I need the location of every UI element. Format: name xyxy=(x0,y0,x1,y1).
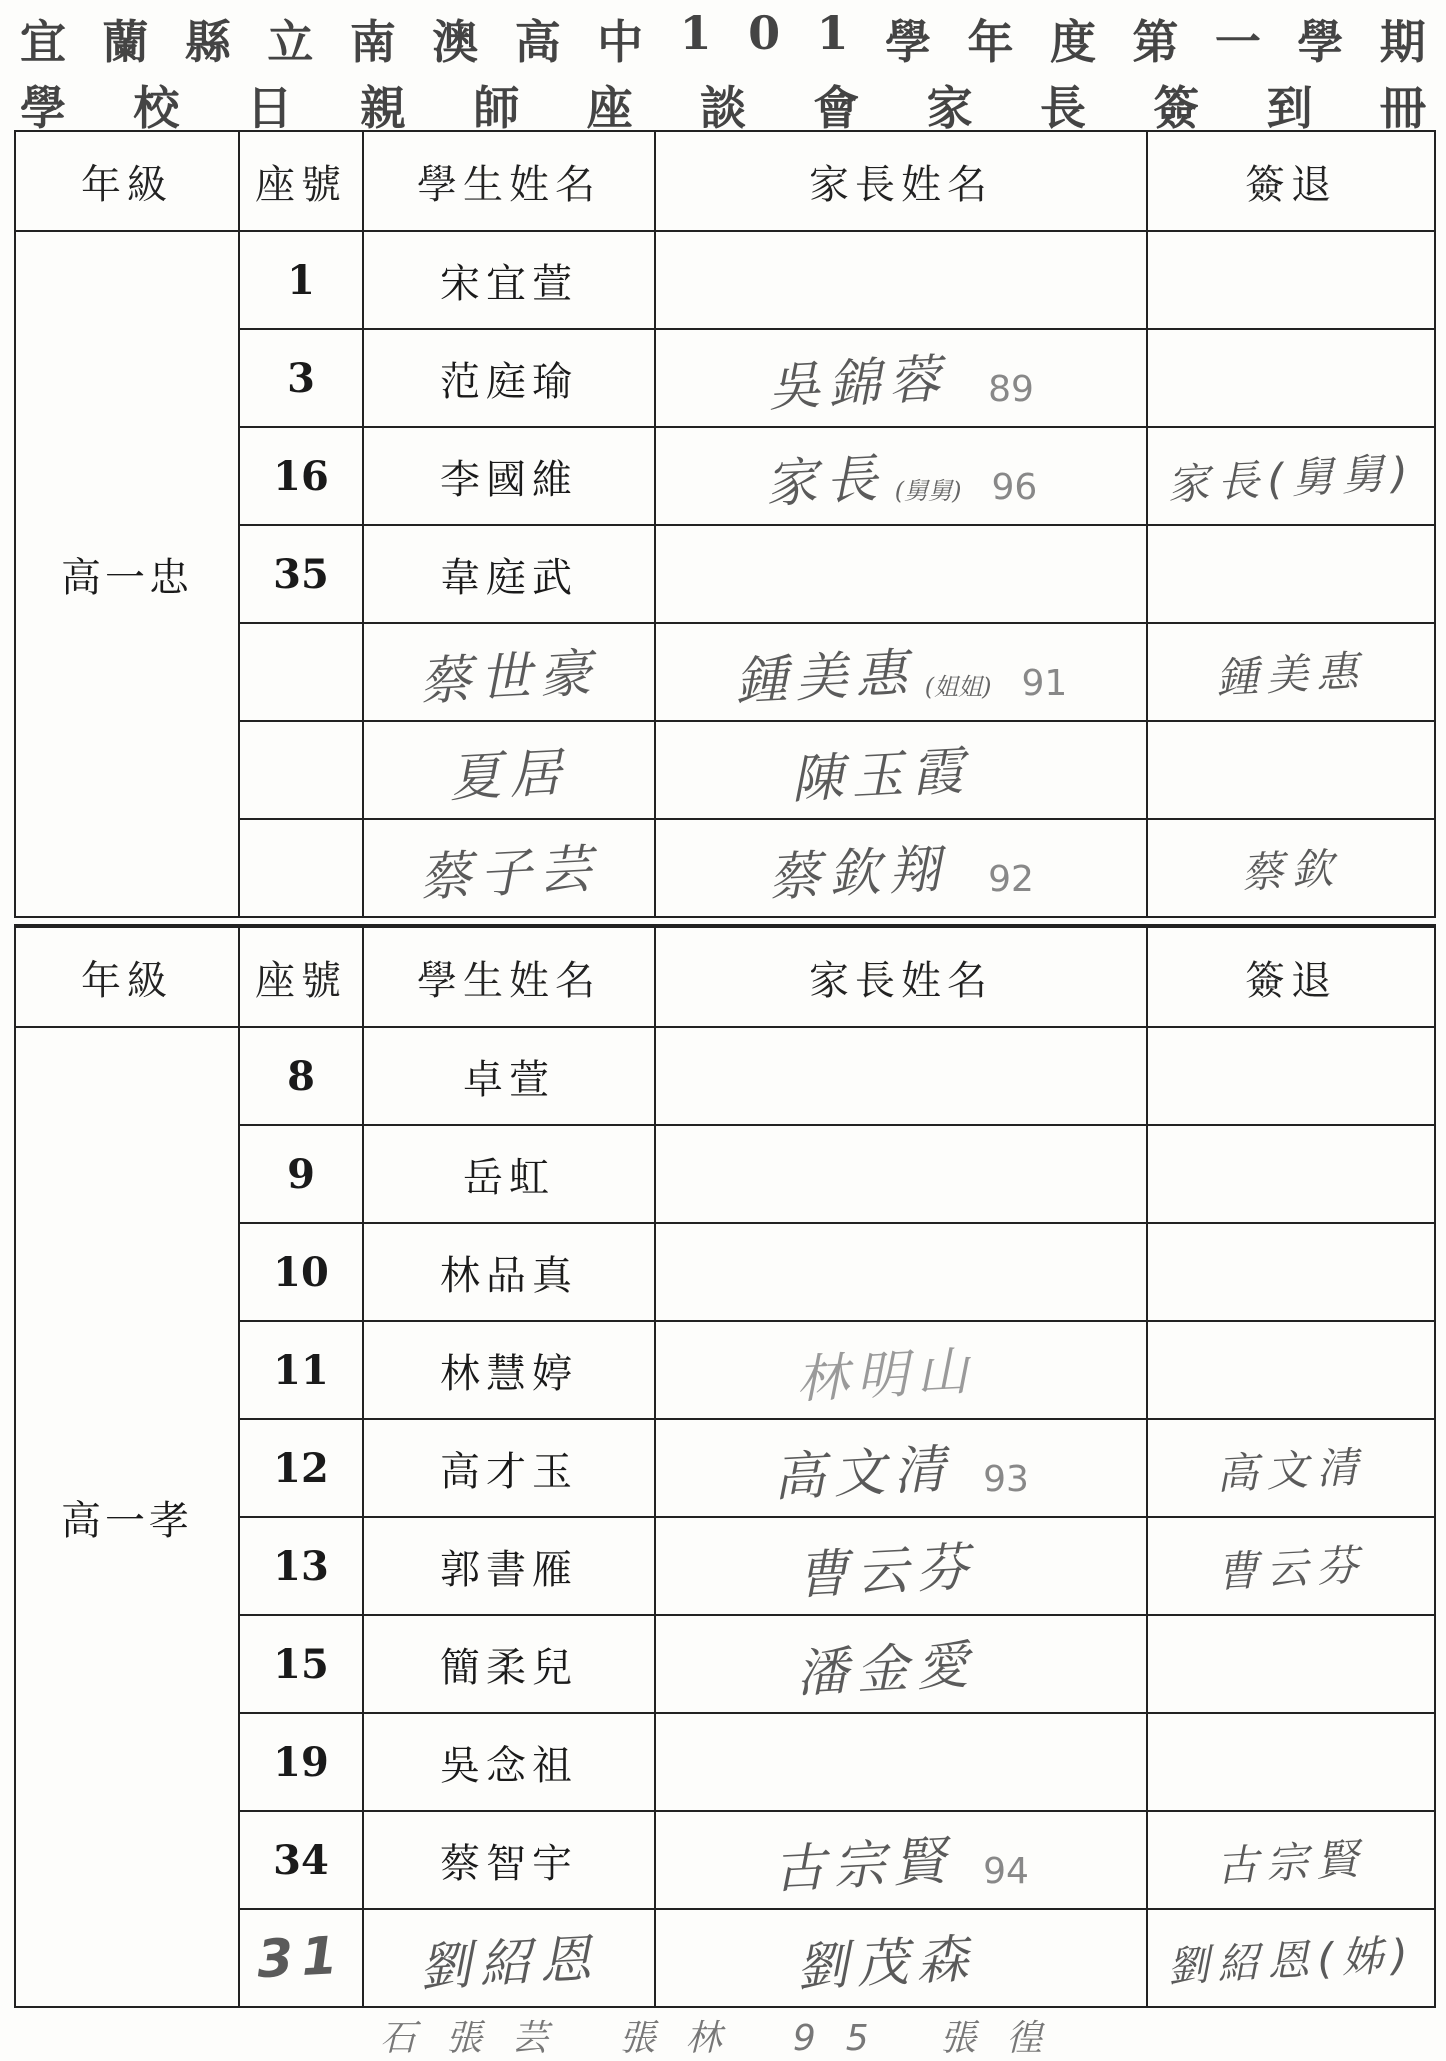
student-name-cell xyxy=(363,1027,655,1125)
parent-name-cell[interactable] xyxy=(655,721,1147,819)
section-2-table xyxy=(14,924,1436,2008)
header-parent: 家長姓名 xyxy=(655,926,1147,1027)
signout-signature: 家長(舅舅) xyxy=(1165,447,1417,510)
title-char: 日 xyxy=(246,81,293,135)
parent-name-cell[interactable] xyxy=(655,1517,1147,1615)
seat-cell xyxy=(239,1909,363,2007)
header-row xyxy=(15,131,1435,231)
student-name: 卓萱 xyxy=(463,1056,555,1103)
signout-cell[interactable] xyxy=(1147,329,1435,427)
parent-name-cell[interactable] xyxy=(655,1615,1147,1713)
signout-cell[interactable] xyxy=(1147,721,1435,819)
signout-cell[interactable] xyxy=(1147,1615,1435,1713)
seat-cell xyxy=(239,819,363,917)
seat-cell xyxy=(239,721,363,819)
seat-number: 16 xyxy=(273,452,329,500)
parent-signature: 高文清 xyxy=(771,1438,955,1509)
student-name: 蔡智宇 xyxy=(440,1840,578,1887)
parent-number-note: 94 xyxy=(983,1850,1029,1892)
title-char: 期 xyxy=(1379,15,1426,69)
header-grade: 年級 xyxy=(15,926,239,1027)
student-name: 簡柔兒 xyxy=(440,1644,578,1691)
student-name-cell xyxy=(363,623,655,721)
parent-signature: 潘金愛 xyxy=(794,1634,978,1705)
title-char: 立 xyxy=(267,15,314,69)
seat-cell xyxy=(239,1615,363,1713)
header-row xyxy=(15,926,1435,1027)
parent-relation-note: (姐姐) xyxy=(924,672,992,701)
student-name: 蔡世豪 xyxy=(417,642,601,713)
student-name-cell xyxy=(363,231,655,329)
signout-cell[interactable] xyxy=(1147,1713,1435,1811)
student-name-cell xyxy=(363,1713,655,1811)
parent-name-cell[interactable] xyxy=(655,1419,1147,1517)
parent-signature: 吳錦蓉 xyxy=(766,348,950,419)
student-name: 劉紹恩 xyxy=(417,1928,601,1999)
signout-cell[interactable] xyxy=(1147,1223,1435,1321)
parent-number-note: 91 xyxy=(1021,662,1068,704)
seat-cell xyxy=(239,1321,363,1419)
title-char: 長 xyxy=(1039,81,1086,135)
title-char: 高 xyxy=(514,15,561,69)
parent-number-note: 93 xyxy=(983,1458,1029,1500)
student-name-cell xyxy=(363,1811,655,1909)
parent-signature: 蔡欽翔 xyxy=(766,838,950,909)
header-parent: 家長姓名 xyxy=(655,131,1147,231)
title-char: 校 xyxy=(133,81,180,135)
student-name-cell xyxy=(363,721,655,819)
signout-signature: 蔡欽 xyxy=(1239,843,1343,898)
signout-cell[interactable] xyxy=(1147,1909,1435,2007)
parent-signature: 劉茂森 xyxy=(794,1928,978,1999)
title-char: 親 xyxy=(359,81,406,135)
student-name-cell xyxy=(363,1517,655,1615)
student-name-cell xyxy=(363,1419,655,1517)
seat-cell xyxy=(239,1125,363,1223)
parent-signature: 陳玉霞 xyxy=(789,740,973,811)
seat-number: 8 xyxy=(287,1052,315,1100)
title-char: 1 xyxy=(679,6,712,60)
seat-number: 12 xyxy=(273,1444,329,1492)
title-char: 澳 xyxy=(432,15,479,69)
table-row xyxy=(15,1027,1435,1125)
title-char: 師 xyxy=(473,81,520,135)
parent-signature: 鍾美惠 xyxy=(733,642,917,713)
title-char: 談 xyxy=(699,81,746,135)
student-name: 林慧婷 xyxy=(440,1350,578,1397)
student-name: 夏居 xyxy=(447,742,571,809)
student-name-cell xyxy=(363,1125,655,1223)
header-signout: 簽退 xyxy=(1147,131,1435,231)
title-char: 蘭 xyxy=(102,15,149,69)
parent-signature: 曹云芬 xyxy=(794,1536,978,1607)
signout-cell[interactable] xyxy=(1147,623,1435,721)
student-name: 岳虹 xyxy=(463,1154,555,1201)
title-char: 宜 xyxy=(20,15,66,69)
seat-number: 35 xyxy=(273,550,329,598)
signout-signature: 劉紹恩(姊) xyxy=(1165,1929,1417,1992)
signout-cell[interactable] xyxy=(1147,1125,1435,1223)
signout-cell[interactable] xyxy=(1147,231,1435,329)
student-name-cell xyxy=(363,1615,655,1713)
parent-name-cell[interactable] xyxy=(655,819,1147,917)
title-char: 學 xyxy=(885,15,932,69)
student-name: 吳念祖 xyxy=(440,1742,578,1789)
title-char: 中 xyxy=(597,15,644,69)
student-name: 林品真 xyxy=(440,1252,578,1299)
parent-name-cell[interactable] xyxy=(655,1125,1147,1223)
signout-cell[interactable] xyxy=(1147,1419,1435,1517)
student-name: 韋庭武 xyxy=(440,554,578,601)
parent-name-cell[interactable] xyxy=(655,427,1147,525)
parent-name-cell[interactable] xyxy=(655,1811,1147,1909)
parent-relation-note: (舅舅) xyxy=(894,476,962,505)
signout-signature: 曹云芬 xyxy=(1214,1540,1368,1597)
parent-name-cell[interactable] xyxy=(655,1027,1147,1125)
student-name-cell xyxy=(363,1321,655,1419)
title-char: 家 xyxy=(926,81,973,135)
title-char: 學 xyxy=(1297,15,1344,69)
signout-cell[interactable] xyxy=(1147,1027,1435,1125)
seat-number: 9 xyxy=(287,1150,315,1198)
title-char: 南 xyxy=(349,15,396,69)
title-char: 簽 xyxy=(1153,81,1200,135)
signout-cell[interactable] xyxy=(1147,525,1435,623)
title-char: 縣 xyxy=(184,15,231,69)
student-name: 蔡子芸 xyxy=(417,838,601,909)
student-name: 郭書雁 xyxy=(440,1546,578,1593)
parent-name-cell[interactable] xyxy=(655,329,1147,427)
title-char: 座 xyxy=(586,81,633,135)
student-name-cell xyxy=(363,329,655,427)
header-grade: 年級 xyxy=(15,131,239,231)
seat-cell xyxy=(239,1223,363,1321)
seat-cell xyxy=(239,623,363,721)
header-seat: 座號 xyxy=(239,926,363,1027)
title-char: 0 xyxy=(748,6,781,60)
student-name-cell xyxy=(363,1909,655,2007)
seat-cell xyxy=(239,525,363,623)
title-char: 1 xyxy=(816,6,849,60)
student-name-cell xyxy=(363,1223,655,1321)
seat-number: 1 xyxy=(287,256,315,304)
student-name-cell xyxy=(363,819,655,917)
title-line-1 xyxy=(20,6,1426,72)
seat-number: 34 xyxy=(273,1836,329,1884)
table-row xyxy=(15,231,1435,329)
title-char: 第 xyxy=(1132,15,1179,69)
signout-cell[interactable] xyxy=(1147,427,1435,525)
seat-number: 10 xyxy=(273,1248,329,1296)
parent-name-cell[interactable] xyxy=(655,1909,1147,2007)
signout-cell[interactable] xyxy=(1147,1321,1435,1419)
signout-cell[interactable] xyxy=(1147,1517,1435,1615)
seat-number: 31 xyxy=(255,1925,347,1991)
student-name: 高才玉 xyxy=(440,1448,578,1495)
parent-name-cell[interactable] xyxy=(655,1223,1147,1321)
title-char: 到 xyxy=(1266,81,1313,135)
grade-cell: 高一忠 xyxy=(15,231,239,917)
student-name-cell xyxy=(363,525,655,623)
signout-cell[interactable] xyxy=(1147,819,1435,917)
seat-cell xyxy=(239,231,363,329)
bottom-partial-handwriting: 石張芸 張林 95 張徨 xyxy=(380,2018,1073,2059)
title-char: 冊 xyxy=(1379,81,1426,135)
student-name: 李國維 xyxy=(440,456,578,503)
signout-signature: 高文清 xyxy=(1214,1442,1368,1499)
seat-cell xyxy=(239,329,363,427)
title-char: 年 xyxy=(967,15,1014,69)
parent-number-note: 96 xyxy=(991,466,1038,508)
grade-cell: 高一孝 xyxy=(15,1027,239,2007)
seat-number: 13 xyxy=(273,1542,329,1590)
student-name: 宋宜萱 xyxy=(440,260,578,307)
parent-signature: 林明山 xyxy=(794,1340,978,1411)
student-name: 范庭瑜 xyxy=(440,358,578,405)
header-signout: 簽退 xyxy=(1147,926,1435,1027)
parent-name-cell[interactable] xyxy=(655,623,1147,721)
seat-cell xyxy=(239,427,363,525)
seat-cell xyxy=(239,1517,363,1615)
parent-number-note: 92 xyxy=(988,858,1034,900)
parent-signature: 家長 xyxy=(763,448,887,515)
seat-cell xyxy=(239,1713,363,1811)
seat-number: 15 xyxy=(273,1640,329,1688)
header-seat: 座號 xyxy=(239,131,363,231)
title-char: 一 xyxy=(1214,15,1261,69)
parent-name-cell[interactable] xyxy=(655,1713,1147,1811)
signout-cell[interactable] xyxy=(1147,1811,1435,1909)
seat-cell xyxy=(239,1419,363,1517)
signout-signature: 古宗賢 xyxy=(1214,1834,1368,1891)
parent-number-note: 89 xyxy=(988,368,1034,410)
parent-signature: 古宗賢 xyxy=(771,1830,955,1901)
header-student: 學生姓名 xyxy=(363,131,655,231)
parent-name-cell[interactable] xyxy=(655,1321,1147,1419)
title-char: 會 xyxy=(813,81,860,135)
seat-number: 3 xyxy=(287,354,315,402)
header-student: 學生姓名 xyxy=(363,926,655,1027)
section-1-table xyxy=(14,130,1436,918)
parent-name-cell[interactable] xyxy=(655,525,1147,623)
seat-cell xyxy=(239,1811,363,1909)
seat-cell xyxy=(239,1027,363,1125)
title-char: 學 xyxy=(20,81,66,135)
signout-signature: 鍾美惠 xyxy=(1214,646,1368,703)
seat-number: 11 xyxy=(273,1346,329,1394)
seat-number: 19 xyxy=(273,1738,329,1786)
parent-name-cell[interactable] xyxy=(655,231,1147,329)
title-line-2 xyxy=(20,72,1426,138)
title-char: 度 xyxy=(1049,15,1096,69)
student-name-cell xyxy=(363,427,655,525)
